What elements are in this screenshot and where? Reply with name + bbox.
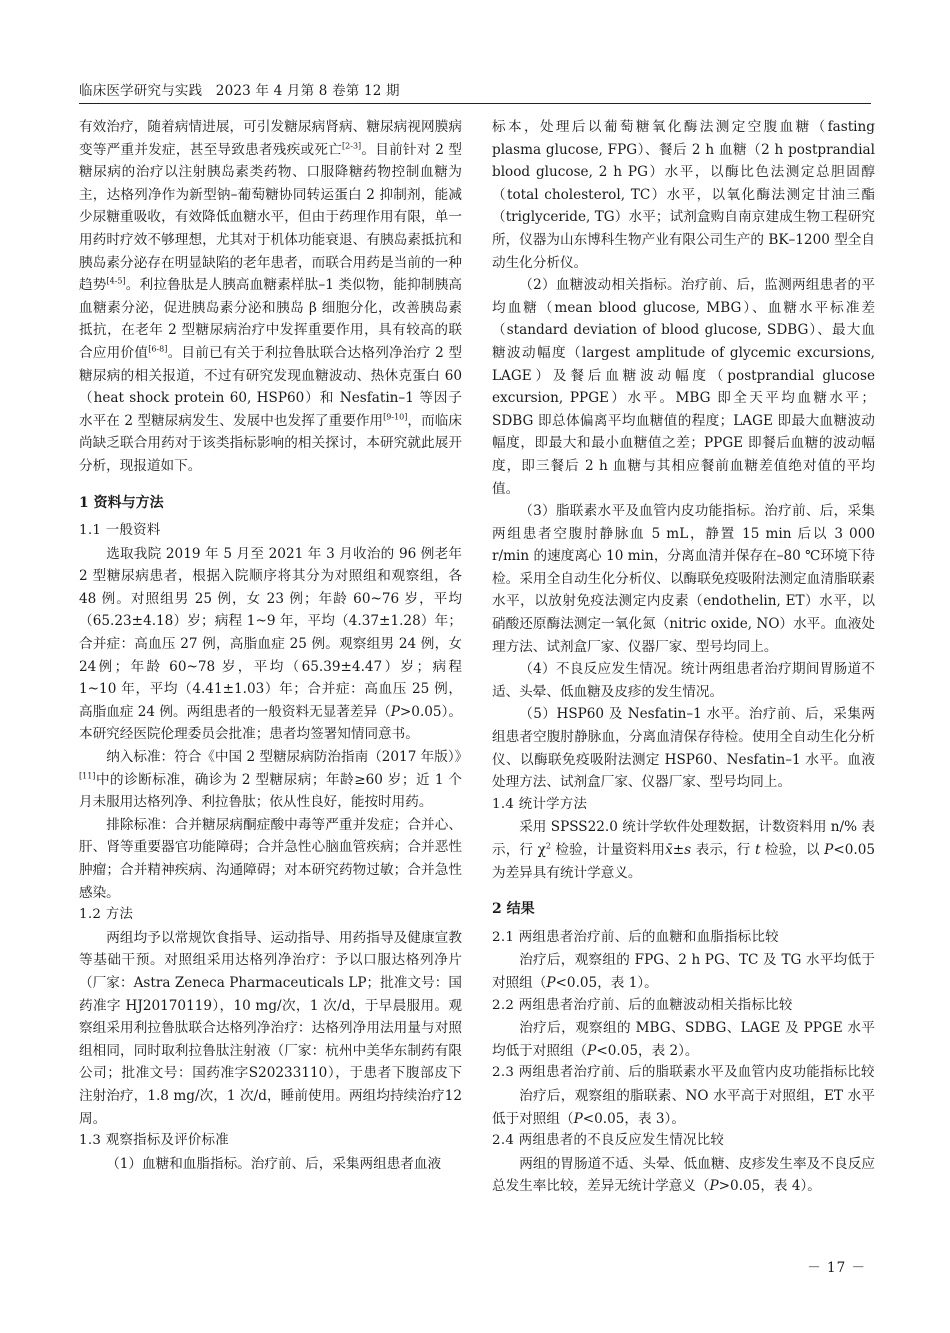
section-heading-methods: 1 资料与方法 [79, 494, 164, 511]
result-2-3-paragraph: 治疗后，观察组的脂联素、NO 水平高于对照组，ET 水平低于对照组（P<0.05，表 3）。 [492, 1087, 875, 1127]
result-2-1-paragraph: 治疗后，观察组的 FPG、2 h PG、TC 及 TG 水平均低于对照组（P<0.05，表 1）。 [492, 952, 875, 991]
indicator-1-paragraph-start: （1）血糖和血脂指标。治疗前、后，采集两组患者血液 [106, 1155, 442, 1172]
running-header [79, 79, 400, 99]
indicator-2-paragraph: （2）血糖波动相关指标。治疗前、后，监测两组患者的平均血糖（mean blood glucose, MBG）、血糖水平标准差（standard deviation of blood glucose, SDBG）、最大血糖波动幅度（largest amplitude of glycemic excursions, LAGE）及餐后血糖波动幅度（postprandial glucose excursion, PPGE）水平。MBG 即全天平均血糖水平；SDBG 即总体偏离平均血糖值的程度；LAGE 即最大血糖波动幅度，即最大和最小血糖值之差；PPGE 即餐后血糖的波动幅度，即三餐后 2 h 血糖与其相应餐前血糖差值绝对值的平均值。 [492, 277, 875, 497]
intro-paragraph: 有效治疗，随着病情进展，可引发糖尿病肾病、糖尿病视网膜病变等严重并发症，甚至导致患者残疾或死亡[2-3]。目前针对 2 型糖尿病的治疗以注射胰岛素类药物、口服降糖药物控制血糖为主，达格列净作为新型钠–葡萄糖协同转运蛋白 2 抑制剂，能减少尿糖重吸收，有效降低血糖水平，但由于药理作用有限，单一用药时疗效不够理想，尤其对于机体功能衰退、有胰岛素抵抗和胰岛素分泌存在明显缺陷的老年患者，而联合用药是当前的一种趋势[4-5]。利拉鲁肽是人胰高血糖素样肽–1 类似物，能抑制胰高血糖素分泌，促进胰岛素分泌和胰岛 β 细胞分化，改善胰岛素抵抗，在老年 2 型糖尿病治疗中发挥重要作用，具有较高的联合应用价值[6-8]。目前已有关于利拉鲁肽联合达格列净治疗 2 型糖尿病的相关报道，不过有研究发现血糖波动、热休克蛋白 60（heat shock protein 60, HSP60）和 Nesfatin–1 等因子水平在 2 型糖尿病发生、发展中也发挥了重要作用[9-10]，而临床尚缺乏联合用药对于该类指标影响的相关探讨，本研究就此展开分析，现报道如下。 [79, 119, 463, 474]
exclusion-criteria-paragraph: 排除标准：合并糖尿病酮症酸中毒等严重并发症；合并心、肝、肾等重要器官功能障碍；合并急性心脑血管疾病；合并恶性肿瘤；合并精神疾病、沟通障碍；对本研究药物过敏；合并急性感染。 [79, 816, 462, 901]
subsection-heading-2-3: 2.3 两组患者治疗前、后的脂联素水平及血管内皮功能指标比较 [492, 1065, 875, 1081]
section-heading-results: 2 结果 [492, 901, 535, 918]
result-2-4-paragraph: 两组的胃肠道不适、头晕、低血糖、皮疹发生率及不良反应总发生率比较，差异无统计学意义（P>0.05，表 4）。 [492, 1155, 875, 1195]
citation: [11] [79, 771, 96, 781]
left-column [79, 116, 469, 1175]
citation: [4-5] [106, 276, 126, 286]
general-data-paragraph: 选取我院 2019 年 5 月至 2021 年 3 月收治的 96 例老年 2 型糖尿病患者，根据入院顺序将其分为对照组和观察组，各 48 例。对照组男 25 例，女 23 例；年龄 60~76 岁，平均（65.23±4.18）岁；病程 1~9 年，平均（4.37±1.28）年；合并症：高血压 27 例，高脂血症 25 例。观察组男 24 例，女 24例；年龄 60~78 岁，平均（65.39±4.47）岁；病程 1~10 年，平均（4.41±1.03）年；合并症：高血压 25 例，高脂血症 24 例。两组患者的一般资料无显著差异（P>0.05）。本研究经医院伦理委员会批准；患者均签署知情同意书。 [79, 545, 462, 743]
subsection-heading-indicators: 1.3 观察指标及评价标准 [79, 1133, 229, 1149]
citation: [2-3] [342, 141, 362, 151]
statistics-paragraph: 采用 SPSS22.0 统计学软件处理数据，计数资料用 n/% 表示，行 $\chi^2$ 检验，计量资料用x̄±s 表示，行 t 检验，以 P<0.05 为差异具有统计学意义。 [492, 819, 875, 881]
journal-name: 临床医学研究与实践 [79, 83, 203, 99]
methods-paragraph: 两组均予以常规饮食指导、运动指导、用药指导及健康宣教等基础干预。对照组采用达格列净治疗：予以口服达格列净片（厂家：Astra Zeneca Pharmaceuticals LP；批准文号：国药准字 HJ20170119），10 mg/次，1 次/d，于早晨服用。观察组采用利拉鲁肽联合达格列净治疗：达格列净用法用量与对照组相同，同时取利拉鲁肽注射液（厂家：杭州中美华东制药有限公司；批准文号：国药准字S20233110），于患者下腹部皮下注射治疗，1.8 mg/次，1 次/d，睡前使用。两组均持续治疗12 周。 [79, 929, 462, 1127]
indicator-1-paragraph-cont: 标本，处理后以葡萄糖氧化酶法测定空腹血糖（fasting plasma glucose, FPG）、餐后 2 h 血糖（2 h postprandial blood glucose, 2 h PG）水平，以酶比色法测定总胆固醇（total cholesterol, TC）水平，以氧化酶法测定甘油三酯（triglyceride, TG）水平；试剂盒购自南京建成生物工程研究所，仪器为山东博科生物产业有限公司生产的 BK–1200 型全自动生化分析仪。 [492, 119, 875, 271]
header-rule [79, 103, 871, 104]
subsection-heading-2-1: 2.1 两组患者治疗前、后的血糖和血脂指标比较 [492, 929, 779, 945]
subsection-heading-statistics: 1.4 统计学方法 [492, 796, 588, 812]
inclusion-criteria-paragraph: 纳入标准：符合《中国 2 型糖尿病防治指南（2017 年版）》[11]中的诊断标准，确诊为 2 型糖尿病；年龄≥60 岁；近 1 个月未服用达格列净、利拉鲁肽；依从性良好，能按时用药。 [79, 749, 469, 811]
right-column [492, 116, 875, 1198]
issue-info: 2023 年 4 月第 8 卷第 12 期 [215, 83, 400, 99]
indicator-5-paragraph: （5）HSP60 及 Nesfatin–1 水平。治疗前、后，采集两组患者空腹肘静脉血，分离血清保存待检。使用全自动生化分析仪、以酶联免疫吸附法测定 HSP60、Nesfatin–1 水平。血液处理方法、试剂盒厂家、仪器厂家、型号均同上。 [492, 706, 875, 791]
indicator-3-paragraph: （3）脂联素水平及血管内皮功能指标。治疗前、后，采集两组患者空腹肘静脉血 5 mL，静置 15 min 后以 3 000 r/min 的速度离心 10 min，分离血清并保存在–80 ℃环境下待检。采用全自动生化分析仪、以酶联免疫吸附法测定血清脂联素水平，以放射免疫法测定内皮素（endothelin, ET）水平，以硝酸还原酶法测定一氧化氮（nitric oxide, NO）水平。血液处理方法、试剂盒厂家、仪器厂家、型号均同上。 [492, 503, 875, 655]
indicator-4-paragraph: （4）不良反应发生情况。统计两组患者治疗期间胃肠道不适、头晕、低血糖及皮疹的发生情况。 [492, 661, 875, 700]
result-2-2-paragraph: 治疗后，观察组的 MBG、SDBG、LAGE 及 PPGE 水平均低于对照组（P<0.05，表 2）。 [492, 1020, 875, 1059]
page-number: － 17 － [807, 1260, 866, 1276]
subsection-heading-2-4: 2.4 两组患者的不良反应发生情况比较 [492, 1133, 725, 1149]
citation: [6-8] [148, 344, 168, 354]
subsection-heading-2-2: 2.2 两组患者治疗前、后的血糖波动相关指标比较 [492, 997, 793, 1013]
subsection-heading-general-data: 1.1 一般资料 [79, 523, 161, 539]
citation: [9-10] [383, 412, 408, 422]
subsection-heading-methods: 1.2 方法 [79, 907, 134, 923]
